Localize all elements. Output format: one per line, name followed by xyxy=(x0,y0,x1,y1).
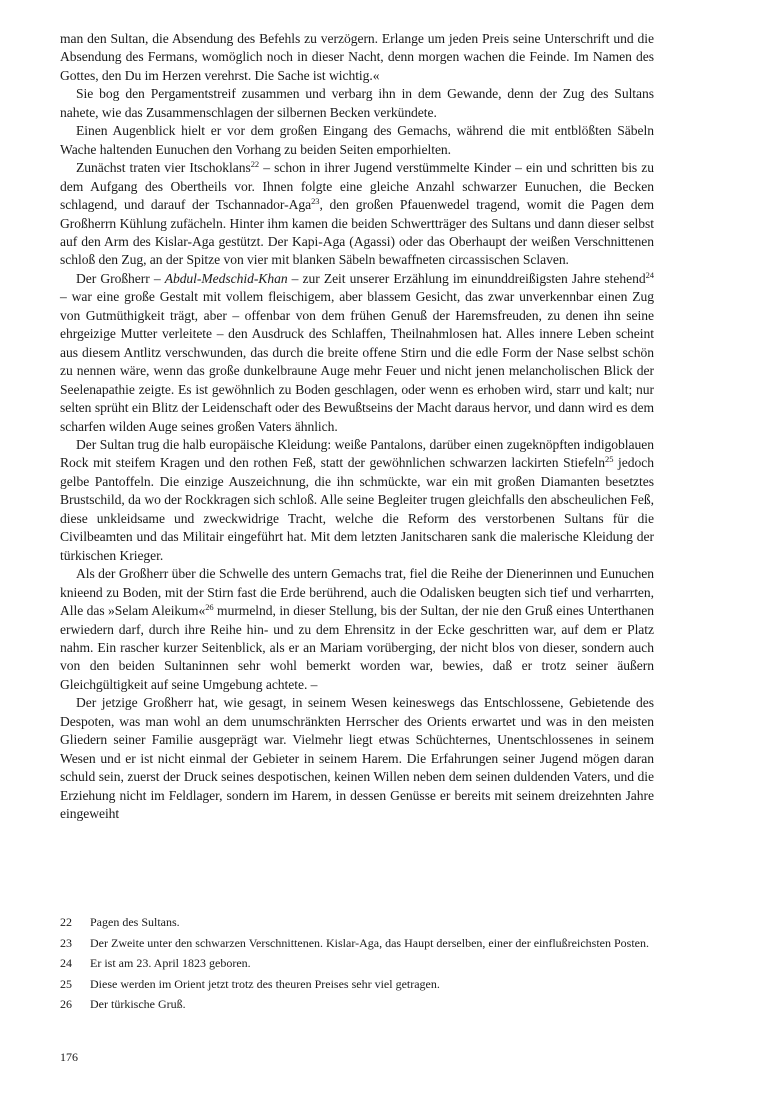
emphasized-name: Abdul-Medschid-Khan xyxy=(164,270,288,286)
footnote-ref[interactable]: 24 xyxy=(645,269,654,280)
footnote xyxy=(60,955,654,971)
paragraph: Der jetzige Großherr hat, wie gesagt, in seinem Wesen keineswegs das Entschlossene, Gebietende des Despoten, was man wohl an dem unumschränkten Herrscher des Orients erwartet und was in den meisten Gliedern seiner Familie ausgeprägt war. Vielmehr liegt etwas Schüchternes, Unentschlossenes in seinem Wesen und er ist nicht einmal der Gebieter in seinem Harem. Die Erfahrungen seiner Jugend mögen daran schuld sein, zuerst der Druck seines despotischen, keinen Willen neben dem seinen duldenden Vaters, und die Erziehung nicht im Feldlager, sondern im Harem, in dessen Genüsse er bereits mit seinem dreizehnten Jahre eingeweiht xyxy=(60,695,654,822)
footnote-number: 23 xyxy=(60,935,72,950)
footnote xyxy=(60,935,654,951)
main-text xyxy=(60,30,654,823)
page-body xyxy=(60,30,654,823)
paragraph: Als der Großherr über die Schwelle des untern Gemachs trat, fiel die Reihe der Dienerinnen und Eunuchen knieend zu Boden, mit der Stirn fast die Erde berührend, auch die Odalisken beugten sich tief und verharrten, Alle das »Selam Aleikum«$^{26}$ murmelnd, in dieser Stellung, bis der Sultan, der nie den Gruß eines Unterthanen erwiedern darf, durch ihre Reihe hin- und zu dem Ehrensitz in der Ecke geschritten war, auf dem er Platz nahm. Ein rascher kurzer Seitenblick, als er an Mariam vorüberging, der nicht blos von dieser, sondern auch von den beiden Sultaninnen sehr wohl bemerkt worden war, bewies, daß er trotz seiner äußern Gleichgültigkeit auf seine Umgebung achtete. – xyxy=(60,566,654,692)
footnote-ref[interactable]: 26 xyxy=(205,602,214,613)
paragraph: Zunächst traten vier Itschoklans$^{22}$ – schon in ihrer Jugend verstümmelte Kinder – ein und schritten bis zu dem Aufgang des Obertheils vor. Ihnen folgte eine gleiche Anzahl schwarzer Eunuchen, die Becken schlagend, und darauf der Tschannador-Aga$^{23}$, den großen Pfauenwedel tragend, womit die Pagen dem Großherrn Kühlung zufächeln. Hinter ihm kamen die beiden Schwertträger des Sultans und dann dieser selbst auf den Arm des Kislar-Aga gestützt. Der Kapi-Aga (Agassi) oder das Oberhaupt der weißen Verschnittenen schloß den Zug, an der Spitze von vier mit blanken Säbeln bewaffneten circassischen Sclaven. xyxy=(60,159,654,268)
page-number: 176 xyxy=(60,1050,78,1064)
footnotes xyxy=(60,914,654,1017)
footnote-number: 22 xyxy=(60,915,72,929)
footnote-text: Diese werden im Orient jetzt trotz des theuren Preises sehr viel getragen. xyxy=(90,976,440,991)
paragraph: Der Sultan trug die halb europäische Kleidung: weiße Pantalons, darüber einen zugeknöpften indigoblauen Rock mit steifem Kragen und den rothen Feß, statt der gewöhnlichen schwarzen lackirten Stiefeln$^{25}$ jedoch gelbe Pantoffeln. Die einzige Auszeichnung, die ihn schmückte, war ein mit großen Diamanten besetztes Brustschild, da wo der Rockkragen sich schloß. Alle seine Begleiter trugen gleichfalls den abscheulichen Feß, diese unkleidsame und zweckwidrige Tracht, welche die Reform des verstorbenen Sultans für die Civilbeamten und das Militair eingeführt hat. Mit dem letzten Janitscharen sank die malerische Kleidung der türkischen Krieger. xyxy=(60,436,654,563)
footnote-number: 26 xyxy=(60,997,72,1011)
footnote-text: Pagen des Sultans. xyxy=(90,915,180,929)
footnote xyxy=(60,914,654,930)
paragraph: Einen Augenblick hielt er vor dem großen Eingang des Gemachs, während die mit entblößten Säbeln Wache haltenden Eunuchen den Vorhang zu beiden Seiten emporhielten. xyxy=(60,123,654,157)
footnote-text: Er ist am 23. April 1823 geboren. xyxy=(90,956,251,970)
footnote xyxy=(60,996,654,1012)
footnote-ref[interactable]: 23 xyxy=(311,196,320,207)
paragraph: man den Sultan, die Absendung des Befehls zu verzögern. Erlange um jeden Preis seine Unterschrift und die Absendung des Fermans, womöglich noch in dieser Nacht, denn morgen wachen die Feinde. Im Namen des Gottes, den Du im Herzen verehrst. Die Sache ist wichtig.« xyxy=(60,31,654,83)
footnote-ref[interactable]: 25 xyxy=(605,454,614,465)
footnote-number: 24 xyxy=(60,956,72,970)
footnote xyxy=(60,976,654,992)
footnote-text: Der Zweite unter den schwarzen Verschnittenen. Kislar-Aga, das Haupt derselben, einer der einflußreichsten Posten. xyxy=(90,935,650,950)
paragraph: Der Großherr – Abdul-Medschid-Khan – zur Zeit unserer Erzählung im einunddreißigsten Jahre stehend$^{24}$ – war eine große Gestalt mit vollem fleischigem, aber blassem Gesicht, das zwar unverkennbar einen Zug von Gutmüthigkeit trägt, aber – offenbar von dem frühen Genuß der Haremsfreuden, zu denen ihn seine ehrgeizige Mutter verleitete – den Ausdruck des Schlaffen, Theilnahmlosen hat. Alles innere Leben scheint aus diesem Antlitz verschwunden, das durch die breite offene Stirn und die edle Form der Nase selbst schön zu nennen wäre, wenn das große dunkelbraune Auge mehr Feuer und nicht jenen melancholischen Blick der Seelenapathie zeigte. Es ist gewöhnlich zu Boden geschlagen, oder wenn es erhoben wird, starr und kalt; nur selten sprüht ein Blitz der Leidenschaft oder des Bewußtseins der Macht daraus hervor, und dann wird es dem scharfen wilden Auge seines großen Vaters ähnlich. xyxy=(60,269,654,434)
footnote-ref[interactable]: 22 xyxy=(250,159,260,170)
footnote-text: Der türkische Gruß. xyxy=(90,997,186,1011)
footnote-number: 25 xyxy=(60,976,72,991)
paragraph: Sie bog den Pergamentstreif zusammen und verbarg ihn in dem Gewande, denn der Zug des Sultans nahete, wie das Zusammenschlagen der silbernen Becken verkündete. xyxy=(60,86,654,120)
